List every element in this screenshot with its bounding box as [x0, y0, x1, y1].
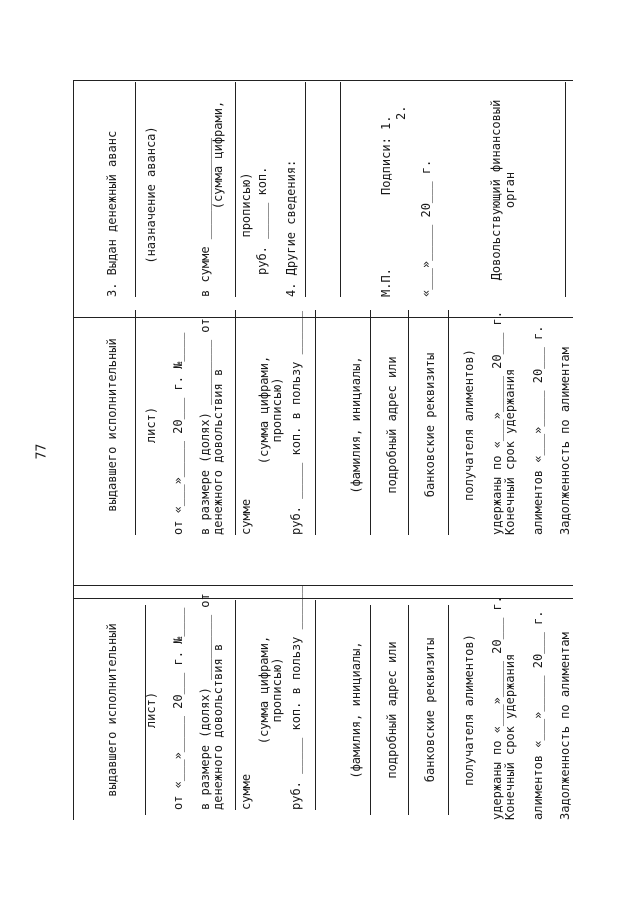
c-line-5 [565, 82, 566, 297]
c-rub-kop: руб. _____ коп. [255, 166, 269, 275]
c-in-sum: в сумме ______________ [198, 138, 212, 297]
b-sum: сумме [239, 498, 253, 535]
c-sig2: 2. [394, 105, 408, 120]
b-bank: банковские реквизиты [423, 352, 437, 498]
a-final-term: Конечный срок удержания [503, 653, 517, 820]
page-number: 77 [34, 443, 50, 460]
a-in-amount: в размере (долях) _________ от [198, 593, 212, 810]
a-pay-allowance: денежного довольствия в [211, 643, 225, 810]
b-in-words: прописью) [270, 377, 284, 443]
b-in-amount: в размере (долях) _________ от [198, 318, 212, 535]
a-surname: (фамилия, инициалы, [349, 641, 363, 779]
b-rub-kop: руб. _____ коп. в пользу ______ [289, 311, 303, 535]
b-final-term: Конечный срок удержания [503, 368, 517, 535]
b-withheld: удержаны по «___»_____ 20___ г. [490, 311, 504, 535]
b-from-date: от «___»_____ 20___ г. №____ [171, 332, 185, 535]
b-line-3 [315, 310, 316, 535]
b-line-5 [408, 310, 409, 535]
a-bank: банковские реквизиты [423, 637, 437, 783]
b-line-1 [135, 310, 136, 535]
a-recipient: получателя алиментов) [462, 634, 476, 786]
b-surname: (фамилия, инициалы, [349, 356, 363, 494]
c-organ2: орган [503, 171, 517, 209]
a-sum: сумме [239, 773, 253, 810]
a-in-words: прописью) [270, 657, 284, 723]
b-issuing-doc: выдавшего исполнительный [105, 338, 119, 512]
a-sheet: лист) [144, 691, 158, 729]
b-alimony-date: алиментов «___»_____ 20___ г. [531, 325, 545, 535]
b-sum-figures: (сумма цифрами, [257, 355, 271, 465]
b-pay-allowance: денежного довольствия в [211, 368, 225, 535]
b-sheet: лист) [144, 406, 158, 444]
c-advance: 3. Выдан денежный аванс [105, 130, 119, 297]
c-other: 4. Другие сведения: [284, 159, 298, 297]
c-mp: М.П. [379, 268, 393, 297]
a-line-3 [315, 600, 316, 810]
a-alimony-date: алиментов «___»_____ 20___ г. [531, 610, 545, 820]
b-line-4 [370, 310, 371, 535]
b-line-2 [235, 310, 236, 535]
b-debt: Задолженность по алиментам [558, 347, 572, 535]
c-sum-figures: (сумма цифрами, [211, 100, 225, 210]
a-line-4 [370, 605, 371, 815]
c-line-1 [135, 82, 136, 297]
a-address: подробный адрес или [385, 641, 399, 779]
a-issuing-doc: выдавшего исполнительный [105, 623, 119, 797]
c-line-3 [305, 82, 306, 297]
a-debt: Задолженность по алиментам [558, 632, 572, 820]
a-line-2 [235, 600, 236, 810]
a-rub-kop: руб. _____ коп. в пользу ______ [289, 586, 303, 810]
a-from-date: от «___»_____ 20___ г. №____ [171, 607, 185, 810]
c-purpose: (назначение аванса) [144, 126, 158, 264]
column-divider-1 [73, 585, 573, 586]
b-recipient: получателя алиментов) [462, 349, 476, 501]
b-line-6 [448, 310, 449, 535]
c-organ1: Довольствующий финансовый [489, 99, 503, 281]
c-line-4 [340, 82, 341, 297]
a-withheld: удержаны по «___»_____ 20___ г. [490, 596, 504, 820]
a-line-5 [408, 605, 409, 815]
c-in-words: прописью) [239, 172, 253, 238]
c-signatures: Подписи: 1. [379, 115, 393, 195]
c-line-2 [235, 82, 236, 297]
outer-top-border [73, 80, 573, 81]
a-sum-figures: (сумма цифрами, [257, 635, 271, 745]
a-line-6 [448, 605, 449, 815]
c-date: «___»_____ 20___ г. [419, 159, 433, 297]
b-address: подробный адрес или [385, 356, 399, 494]
outer-left-border [73, 80, 74, 820]
